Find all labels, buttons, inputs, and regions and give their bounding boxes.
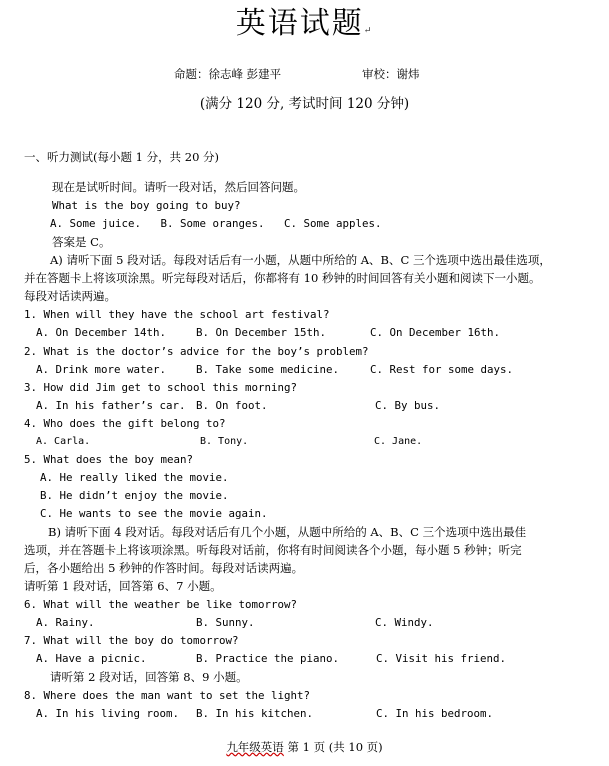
page-title: 英语试题↵ (235, 6, 374, 41)
question-7-option-a: A. Have a picnic. (36, 652, 147, 665)
question-4: 4. Who does the gift belong to? (24, 417, 226, 430)
part-b-instructions-1: B) 请听下面 4 段对话。每段对话后有几个小题，从题中所给的 A、B、C 三个选项中选出最佳 (48, 525, 527, 539)
page-footer (0, 739, 609, 755)
question-3-option-b: B. On foot. (196, 399, 268, 412)
example-question: What is the boy going to buy? (52, 199, 241, 212)
section-heading-listening: 一、听力测试(每小题 1 分，共 20 分) (24, 150, 220, 164)
footer-page-number: 第 1 页 (共 10 页) (283, 740, 383, 754)
part-b-instructions-2: 选项，并在答题卡上将该项涂黑。听每段对话前，你将有时间阅读各个小题，每小题 5 秒钟；听完 (24, 543, 522, 557)
question-7-option-c: C. Visit his friend. (376, 652, 507, 665)
listen-dialogue-2: 请听第 2 段对话，回答第 8、9 小题。 (50, 670, 248, 684)
question-4-option-a: A. Carla. (36, 436, 91, 447)
question-8-option-c: C. In his bedroom. (376, 707, 494, 720)
reviewer-line: 审校：谢炜 (362, 67, 420, 81)
question-1-option-a: A. On December 14th. (36, 326, 167, 339)
question-5-option-b: B. He didn’t enjoy the movie. (40, 489, 229, 502)
question-3-option-c: C. By bus. (375, 399, 441, 412)
question-4-option-c: C. Jane. (374, 436, 423, 447)
question-4-option-b: B. Tony. (200, 436, 249, 447)
question-6: 6. What will the weather be like tomorrow? (24, 598, 298, 611)
example-answer: 答案是 C。 (52, 235, 111, 249)
question-2-option-c: C. Rest for some days. (370, 363, 514, 376)
question-2-option-b: B. Take some medicine. (196, 363, 340, 376)
question-2: 2. What is the doctor’s advice for the boy’s problem? (24, 345, 369, 358)
listen-dialogue-1: 请听第 1 段对话，回答第 6、7 小题。 (24, 579, 222, 593)
question-3-option-a: A. In his father’s car. (36, 399, 186, 412)
score-time-line: (满分 120 分, 考试时间 120 分钟) (199, 96, 410, 112)
part-a-instructions-2: 并在答题卡上将该项涂黑。听完每段对话后，你都将有 10 秒钟的时间回答有关小题和阅读下一小题。 (24, 271, 541, 285)
footer-subject: 九年级英语 (226, 740, 284, 754)
question-6-option-a: A. Rainy. (36, 616, 95, 629)
question-1-option-c: C. On December 16th. (370, 326, 501, 339)
question-1-option-b: B. On December 15th. (196, 326, 327, 339)
authors-line: 命题：徐志峰 彭建平 (174, 67, 282, 81)
example-options: A. Some juice. B. Some oranges. C. Some apples. (50, 217, 382, 230)
question-2-option-a: A. Drink more water. (36, 363, 167, 376)
question-3: 3. How did Jim get to school this morning? (24, 381, 298, 394)
part-b-instructions-3: 后，各小题给出 5 秒钟的作答时间。每段对话读两遍。 (24, 561, 304, 575)
question-5: 5. What does the boy mean? (24, 453, 194, 466)
question-8: 8. Where does the man want to set the light? (24, 689, 311, 702)
question-7-option-b: B. Practice the piano. (196, 652, 340, 665)
question-1: 1. When will they have the school art festival? (24, 308, 330, 321)
part-a-instructions-3: 每段对话读两遍。 (24, 289, 116, 303)
question-7: 7. What will the boy do tomorrow? (24, 634, 239, 647)
question-5-option-a: A. He really liked the movie. (40, 471, 229, 484)
question-8-option-b: B. In his kitchen. (196, 707, 314, 720)
question-6-option-c: C. Windy. (375, 616, 434, 629)
part-a-instructions-1: A) 请听下面 5 段对话。每段对话后有一小题，从题中所给的 A、B、C 三个选项中选出最佳选项， (50, 253, 551, 267)
question-6-option-b: B. Sunny. (196, 616, 255, 629)
question-8-option-a: A. In his living room. (36, 707, 180, 720)
question-5-option-c: C. He wants to see the movie again. (40, 507, 268, 520)
intro-text: 现在是试听时间。请听一段对话，然后回答问题。 (52, 180, 305, 194)
